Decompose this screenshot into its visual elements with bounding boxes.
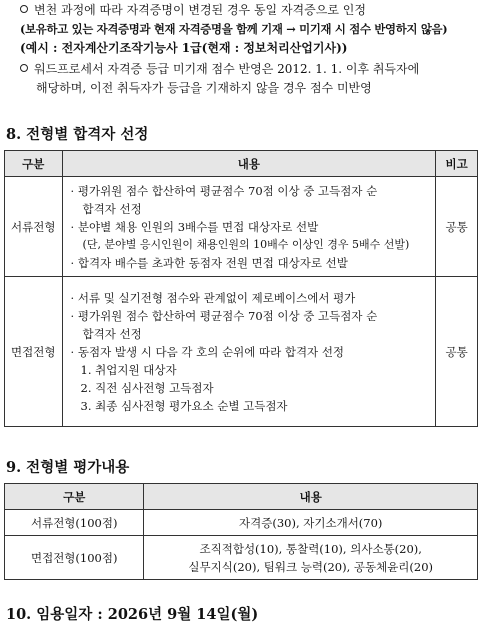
note-example: (예시 : 전자계산기조작기능사 1급(현재 : 정보처리산업기사)) <box>20 41 348 55</box>
content-line: · 서류 및 실기전형 점수와 관계없이 제로베이스에서 평가 <box>70 290 356 305</box>
content-line: 3. 최종 심사전형 평가요소 순별 고득점자 <box>80 398 288 413</box>
selection-table <box>4 150 478 427</box>
content-line: (단, 분야별 응시인원이 채용인원의 10배수 이상인 경우 5배수 선발) <box>82 237 410 251</box>
content-line: · 분야별 채용 인원의 3배수를 면접 대상자로 선발 <box>70 219 319 234</box>
row-content <box>144 536 478 580</box>
note-text: 워드프로세서 자격증 등급 미기재 점수 반영은 2012. 1. 1. 이후 취득자에 <box>34 62 420 76</box>
evaluation-table <box>4 483 478 580</box>
content-line: · 평가위원 점수 합산하여 평균점수 70점 이상 중 고득점자 순 <box>70 308 378 323</box>
header-content: 내용 <box>144 484 478 510</box>
note-qualification-example: (보유하고 있는 자격증명과 현재 자격증명을 함께 기재 → 미기재 시 점수 반영하지 않음) <box>20 22 448 36</box>
circle-bullet-icon <box>20 64 28 72</box>
table-row <box>5 536 478 580</box>
note-wordprocessor-cont: 해당하며, 이전 취득자가 등급을 기재하지 않을 경우 점수 미반영 <box>36 81 372 95</box>
table-row <box>5 177 478 277</box>
content-line: · 동점자 발생 시 다음 각 호의 순위에 따라 합격자 선정 <box>70 344 345 359</box>
section-8-title: 8. 전형별 합격자 선정 <box>6 126 149 143</box>
note-text: 변천 과정에 따라 자격증명이 변경된 경우 동일 자격증으로 인정 <box>34 3 366 17</box>
row-note: 공통 <box>436 177 478 277</box>
header-category: 구분 <box>5 484 144 510</box>
table-header-row <box>5 484 478 510</box>
row-content <box>62 177 436 277</box>
circle-bullet-icon <box>20 5 28 13</box>
row-category: 서류전형(100점) <box>5 510 144 536</box>
content-line: 합격자 선정 <box>82 326 142 341</box>
section-9-title: 9. 전형별 평가내용 <box>6 459 130 476</box>
content-line: · 합격자 배수를 초과한 동점자 전원 면접 대상자로 선발 <box>70 255 348 270</box>
content-line: 2. 직전 심사전형 고득점자 <box>80 380 214 395</box>
content-line: 1. 취업지원 대상자 <box>80 362 177 377</box>
row-note: 공통 <box>436 277 478 427</box>
table-row <box>5 277 478 427</box>
row-category: 면접전형 <box>5 277 63 427</box>
header-category: 구분 <box>5 151 63 177</box>
header-content: 내용 <box>62 151 436 177</box>
note-wordprocessor <box>20 61 419 77</box>
table-header-row <box>5 151 478 177</box>
row-category: 면접전형(100점) <box>5 536 144 580</box>
content-line: 실무지식(20), 팀워크 능력(20), 공동체윤리(20) <box>188 559 434 574</box>
note-qualification-change <box>20 2 366 18</box>
content-line: 합격자 선정 <box>82 201 142 216</box>
row-content: 자격증(30), 자기소개서(70) <box>144 510 478 536</box>
row-content <box>62 277 436 427</box>
content-line: · 평가위원 점수 합산하여 평균점수 70점 이상 중 고득점자 순 <box>70 183 378 198</box>
table-row <box>5 510 478 536</box>
header-note: 비고 <box>436 151 478 177</box>
section-10-title: 10. 임용일자 : 2026년 9월 14일(월) <box>6 606 259 623</box>
content-line: 조직적합성(10), 통찰력(10), 의사소통(20), <box>199 541 422 556</box>
row-category: 서류전형 <box>5 177 63 277</box>
